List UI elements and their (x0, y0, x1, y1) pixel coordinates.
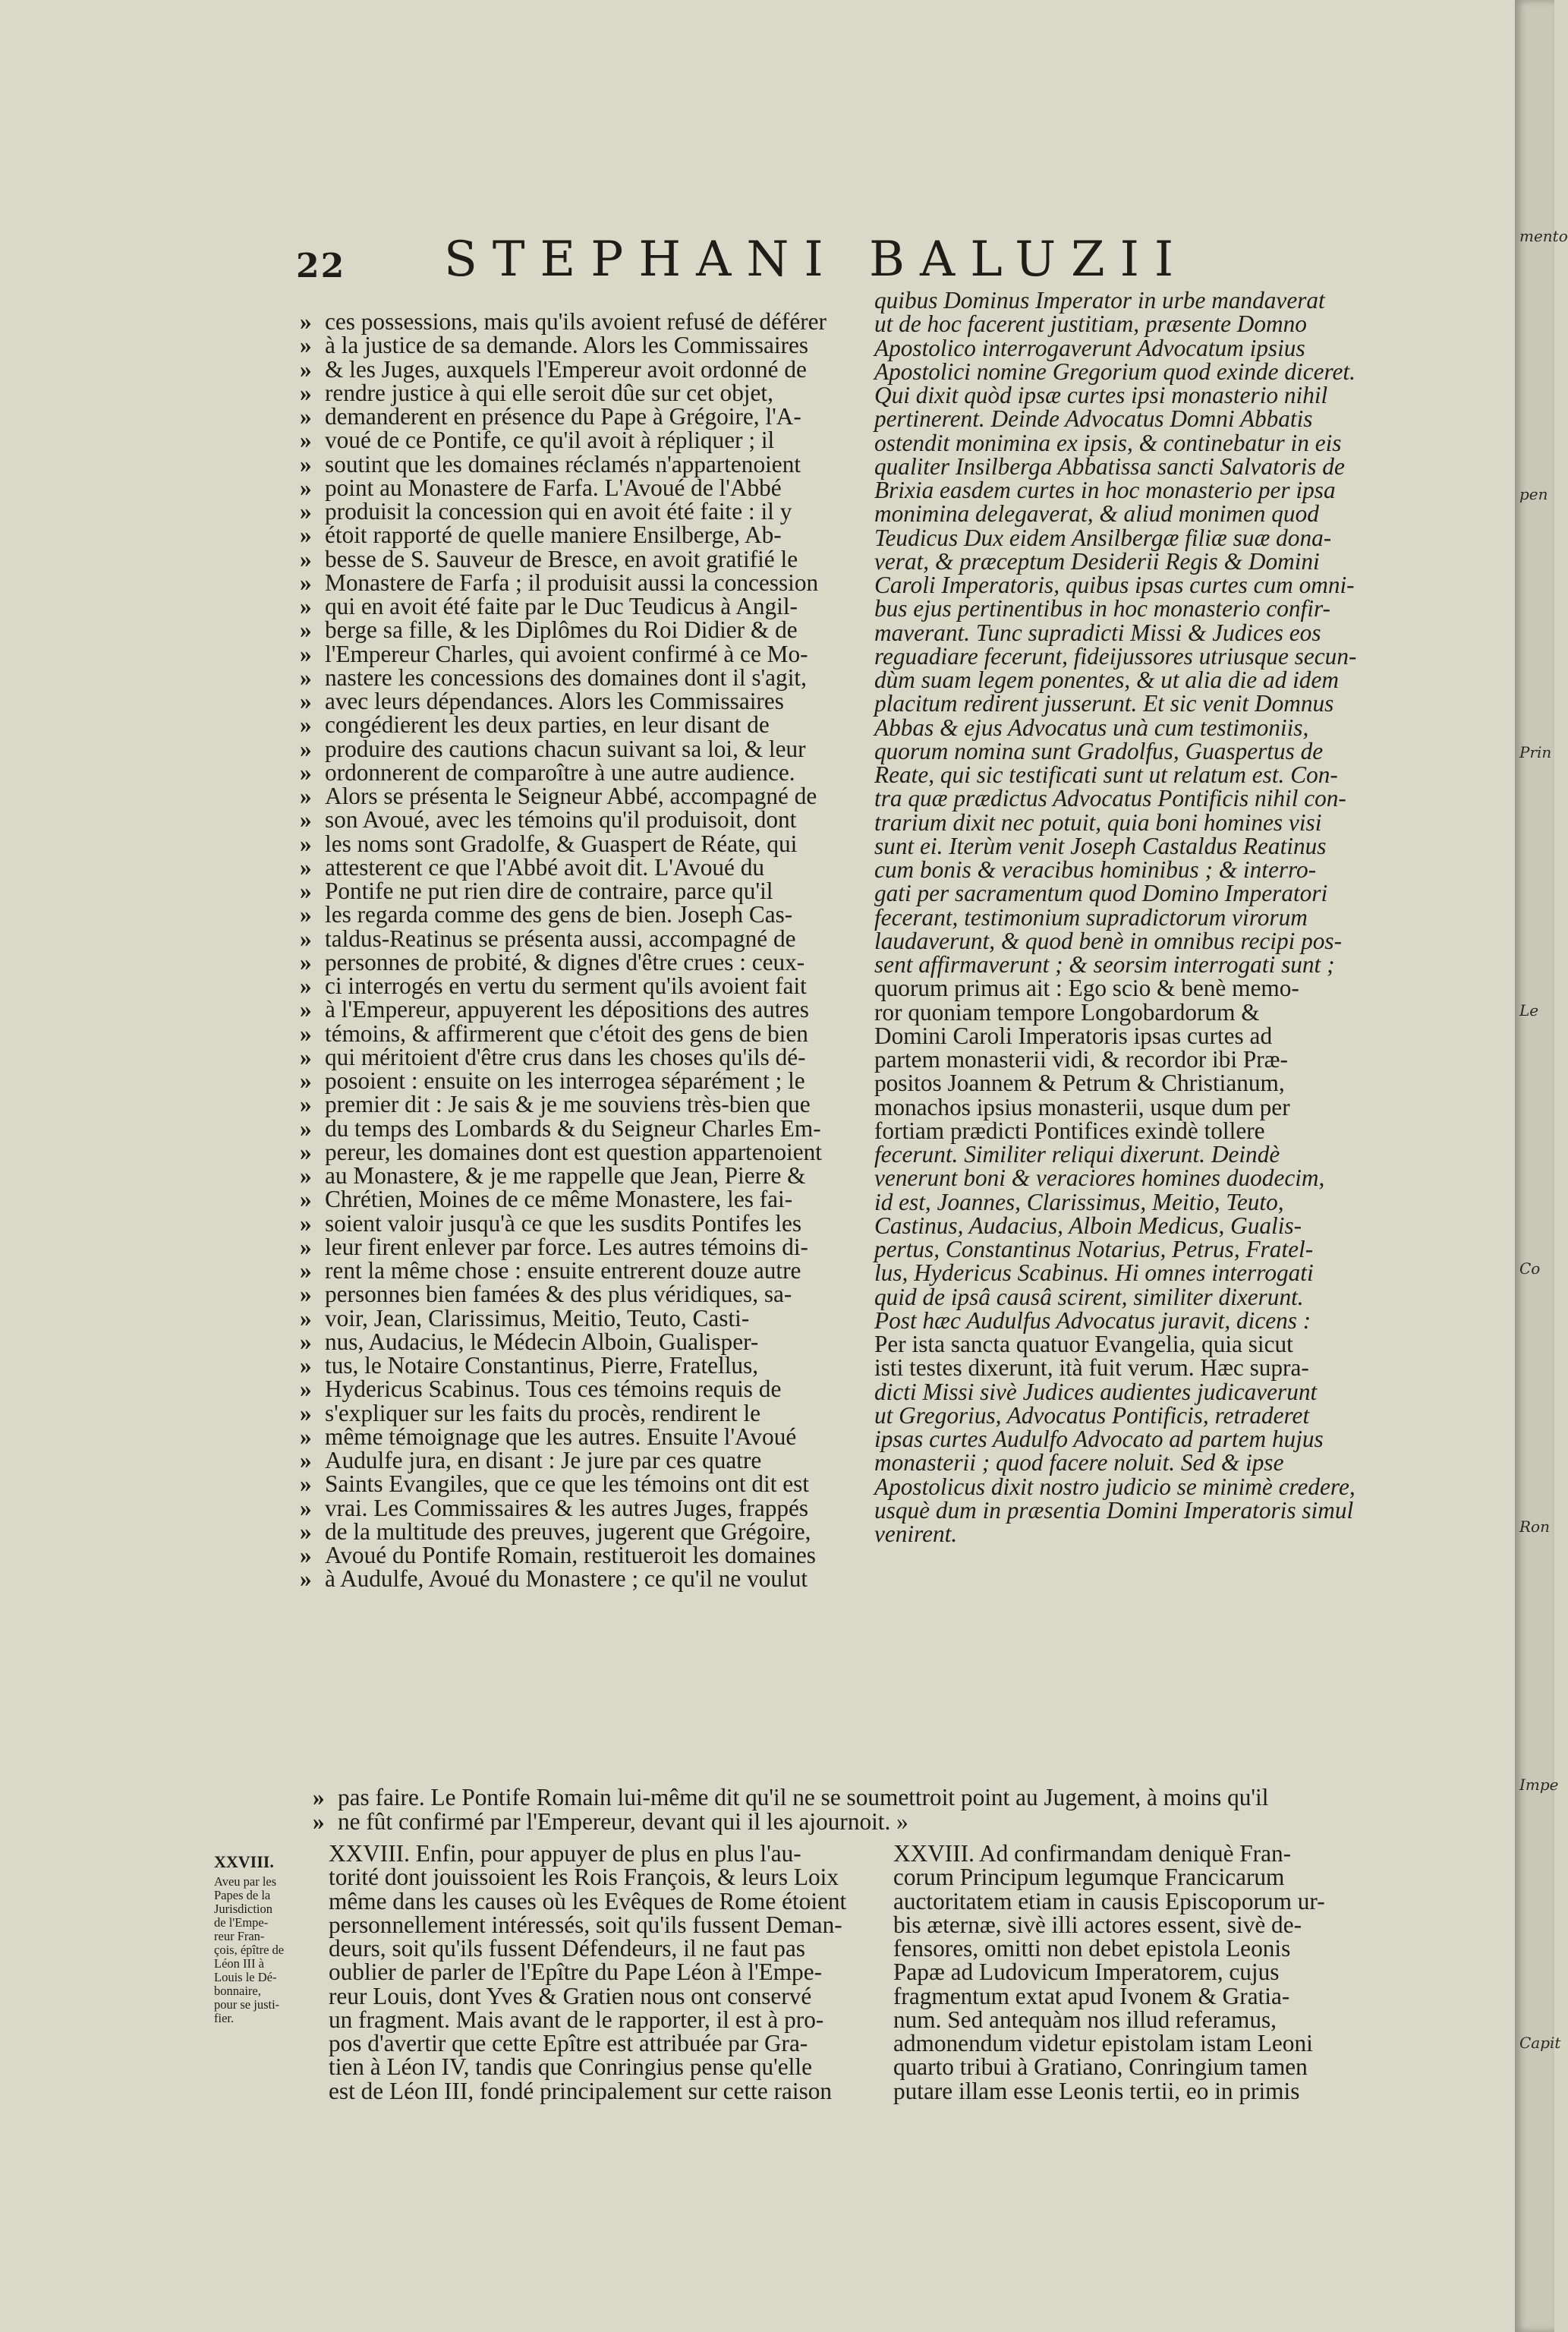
quote-mark: » (300, 450, 312, 477)
latin-line: dicti Missi sivè Judices audientes judicaverunt (874, 1378, 1318, 1405)
french-line: » rendre justice à qui elle seroit dûe sur cet objet, (300, 379, 773, 406)
quote-mark: » (300, 735, 312, 762)
latin-line: dùm suam legem ponentes, & ut alia die ad idem (874, 667, 1339, 693)
quote-mark: » (300, 593, 312, 619)
section-latin (893, 1842, 1394, 2103)
quote-mark: » (300, 1494, 312, 1521)
section-french-line: est de Léon III, fondé principalement sur cette raison (329, 2077, 833, 2104)
section-french-line: pos d'avertir que cette Epître est attribuée par Gra- (329, 2030, 808, 2056)
quote-mark: » (300, 1019, 312, 1047)
latin-line: positos Joannem & Petrum & Christianum, (874, 1070, 1285, 1097)
french-line: » ces possessions, mais qu'ils avoient refusé de déférer (300, 308, 827, 335)
french-line: » Hydericus Scabinus. Tous ces témoins requis de (300, 1376, 782, 1403)
latin-line: fecerunt. Similiter reliqui dixerunt. Deindè (874, 1141, 1280, 1168)
latin-line: fecerant, testimonium supradictorum virorum (874, 903, 1308, 931)
quote-mark: » (300, 403, 312, 430)
margin-note-line: de l'Empe- (214, 1915, 269, 1930)
running-title: STEPHANI BALUZII (444, 232, 1189, 288)
quote-mark: » (300, 711, 312, 739)
adjacent-page-edge (1515, 0, 1568, 2332)
latin-line: verat, & præceptum Desiderii Regis & Domini (874, 547, 1320, 575)
french-line: » nus, Audacius, le Médecin Alboin, Gualisper- (300, 1328, 759, 1355)
latin-line: Apostolico interrogaverunt Advocatum ipsius (874, 334, 1305, 361)
latin-line: pertinerent. Deinde Advocatus Domni Abbatis (874, 405, 1313, 433)
quote-mark: » (300, 878, 312, 904)
french-line: » berge sa fille, & les Diplômes du Roi Didier & de (300, 616, 798, 644)
quote-mark: » (300, 1470, 312, 1498)
quote-mark: » (300, 783, 312, 809)
latin-line: ipsas curtes Audulfo Advocato ad partem hujus (874, 1426, 1324, 1452)
latin-line: maverant. Tunc supradicti Missi & Judices eos (874, 619, 1321, 646)
quote-mark: » (300, 1043, 312, 1070)
french-line: » nastere les concessions des domaines dont il s'agit, (300, 663, 807, 691)
margin-note-number: XXVIII. (214, 1852, 274, 1871)
section-latin-line: XXVIII. Ad confirmandam deniquè Fran- (893, 1840, 1292, 1867)
latin-line: Apostolicus dixit nostro judicio se minimè credere, (874, 1473, 1355, 1500)
latin-line: lus, Hydericus Scabinus. Hi omnes interrogati (874, 1259, 1314, 1287)
section-latin-line: corum Principum legumque Francicarum (893, 1864, 1285, 1891)
quote-mark: » (300, 996, 312, 1023)
french-line: » voir, Jean, Clarissimus, Meitio, Teuto, Casti- (300, 1304, 750, 1331)
section-french (329, 1842, 860, 2103)
latin-line: Abbas & ejus Advocatus unà cum testimoniis, (874, 714, 1309, 741)
latin-line: ut Gregorius, Advocatus Pontificis, retraderet (874, 1401, 1310, 1429)
latin-line: venerunt boni & veraciores homines duodecim, (874, 1164, 1325, 1192)
quote-mark: » (300, 1328, 312, 1355)
section-latin-line: auctoritatem etiam in causis Episcoporum ur- (893, 1887, 1325, 1914)
french-line: » à la justice de sa demande. Alors les Commissaires (300, 332, 809, 359)
quote-mark: » (300, 1542, 312, 1568)
latin-line: Per ista sancta quatuor Evangelia, quia sicut (874, 1331, 1293, 1357)
quote-mark: » (300, 569, 312, 596)
section-latin-line: Papæ ad Ludovicum Imperatorem, cujus (893, 1959, 1280, 1986)
margin-note-line: Léon III à (214, 1956, 264, 1971)
section-french-line: personnellement intéressés, soit qu'ils fussent Deman- (329, 1911, 842, 1938)
french-line: » témoins, & affirmerent que c'étoit des gens de bien (300, 1019, 808, 1047)
latin-line: isti testes dixerunt, ità fuit verum. Hæc supra- (874, 1354, 1309, 1382)
section-latin-line: putare illam esse Leonis tertii, eo in primis (893, 2077, 1300, 2104)
quote-mark: » (300, 1233, 312, 1260)
french-line: » Saints Evangiles, que ce que les témoins ont dit est (300, 1470, 809, 1498)
section-latin-line: num. Sed antequàm nos illud referamus, (893, 2006, 1277, 2033)
french-line: » premier dit : Je sais & je me souviens très-bien que (300, 1091, 811, 1118)
quote-mark: » (300, 1352, 312, 1379)
section-french-line: même dans les causes où les Evêques de Rome étoient (329, 1887, 847, 1914)
french-line: » à Audulfe, Avoué du Monastere ; ce qu'il ne voulut (300, 1565, 808, 1593)
latin-line: Castinus, Audacius, Alboin Medicus, Gualis- (874, 1212, 1302, 1239)
section-latin-line: fensores, omitti non debet epistola Leonis (893, 1935, 1291, 1962)
french-line: » Pontife ne put rien dire de contraire, parce qu'il (300, 878, 773, 904)
french-line: » qui en avoit été faite par le Duc Teudicus à Angil- (300, 593, 798, 619)
french-line: » ordonnerent de comparoître à une autre audience. (300, 758, 795, 786)
quote-mark: » (300, 1399, 312, 1426)
quote-mark: » (300, 308, 312, 335)
quote-mark: » (300, 1067, 312, 1094)
french-line: » s'expliquer sur les faits du procès, rendirent le (300, 1399, 761, 1426)
latin-line: reguadiare fecerunt, fideijussores utriusque secun- (874, 642, 1357, 670)
quote-mark: » (300, 1091, 312, 1118)
section-french-line: tien à Léon IV, tandis que Conringius pense qu'elle (329, 2053, 812, 2081)
latin-line: placitum redirent jusserunt. Et sic venit Domnus (874, 690, 1334, 717)
latin-line: quid de ipsâ causâ scirent, similiter dixerunt. (874, 1283, 1304, 1310)
quote-mark: » (300, 1114, 312, 1142)
latin-line: trarium dixit nec potuit, quia boni homines visi (874, 808, 1322, 836)
latin-column (874, 288, 1395, 1546)
french-line: » pereur, les domaines dont est question appartenoient (300, 1138, 822, 1165)
quote-mark: » (300, 474, 312, 501)
french-line: » soutint que les domaines réclamés n'appartenoient (300, 450, 801, 477)
french-line: » Alors se présenta le Seigneur Abbé, accompagné de (300, 783, 817, 809)
latin-line: cum bonis & veracibus hominibus ; & interro- (874, 856, 1317, 883)
quote-mark: » (300, 1186, 312, 1213)
latin-line: usquè dum in præsentia Domini Imperatoris simul (874, 1496, 1354, 1524)
french-line: » produire des cautions chacun suivant sa loi, & leur (300, 735, 806, 762)
french-line: » rent la même chose : ensuite entrerent douze autre (300, 1257, 801, 1284)
quote-mark: » (300, 427, 312, 454)
french-line: » posoient : ensuite on les interrogea séparément ; le (300, 1067, 805, 1094)
margin-note-line: reur Fran- (214, 1929, 265, 1943)
french-line: » même témoignage que les autres. Ensuite l'Avoué (300, 1423, 797, 1450)
french-line: » son Avoué, avec les témoins qu'il produisoit, dont (300, 806, 797, 834)
french-line: » les noms sont Gradolfe, & Guaspert de Réate, qui (300, 830, 798, 857)
quote-mark: » (300, 948, 312, 975)
quote-mark: » (300, 1281, 312, 1308)
french-line: » & les Juges, auxquels l'Empereur avoit ordonné de (300, 355, 807, 383)
adjacent-page-fragment: pen (1519, 485, 1548, 503)
french-line: » besse de S. Sauveur de Bresce, en avoit gratifié le (300, 545, 798, 572)
latin-line: Post hæc Audulfus Advocatus juravit, dicens : (874, 1306, 1311, 1334)
section-french-line: torité dont jouissoient les Rois François, & leurs Loix (329, 1864, 839, 1891)
adjacent-page-fragment: mento (1519, 227, 1568, 245)
latin-line: ut de hoc facerent justitiam, præsente Domno (874, 310, 1307, 338)
latin-line: qualiter Insilberga Abbatissa sancti Salvatoris de (874, 452, 1345, 480)
section-latin-line: quarto tribui à Gratiano, Conringium tamen (893, 2053, 1308, 2081)
adjacent-page-fragment: Capit (1519, 2034, 1561, 2052)
full-width-text (313, 1785, 1398, 1834)
margin-note-line: Papes de la (214, 1888, 271, 1902)
margin-note-line: fier. (214, 2011, 235, 2025)
latin-line: id est, Joannes, Clarissimus, Meitio, Teuto, (874, 1188, 1284, 1215)
quote-mark: » (300, 972, 312, 999)
french-line: » voué de ce Pontife, ce qu'il avoit à répliquer ; il (300, 427, 775, 454)
french-line: » congédierent les deux parties, en leur disant de (300, 711, 770, 739)
french-line: » personnes bien famées & des plus véridiques, sa- (300, 1281, 792, 1308)
quote-mark: » (300, 332, 312, 359)
quote-mark: » (300, 901, 312, 928)
latin-line: Domini Caroli Imperatoris ipsas curtes ad (874, 1022, 1273, 1049)
adjacent-page-fragment: Prin (1519, 743, 1552, 761)
french-line: » étoit rapporté de quelle maniere Ensilberge, Ab- (300, 522, 782, 549)
adjacent-page-fragment: Co (1519, 1259, 1541, 1278)
french-line: » attesterent ce que l'Abbé avoit dit. L'Avoué du (300, 853, 765, 881)
french-line: » vrai. Les Commissaires & les autres Juges, frappés (300, 1494, 809, 1521)
french-line: » avec leurs dépendances. Alors les Commissaires (300, 688, 784, 714)
latin-line: ostendit monimina ex ipsis, & continebatur in eis (874, 429, 1342, 456)
french-line: » soient valoir jusqu'à ce que les susdits Pontifes les (300, 1209, 802, 1237)
french-line: » point au Monastere de Farfa. L'Avoué de l'Abbé (300, 474, 782, 501)
latin-line: Brixia easdem curtes in hoc monasterio per ipsa (874, 477, 1336, 503)
french-line: » produisit la concession qui en avoit été faite : il y (300, 498, 792, 525)
latin-line: monachos ipsius monasterii, usque dum per (874, 1093, 1290, 1120)
latin-line: Reate, qui sic testificati sunt ut relatum est. Con- (874, 761, 1338, 788)
margin-note-line: Louis le Dé- (214, 1970, 277, 1984)
section-latin-line: admonendum videtur epistolam istam Leoni (893, 2030, 1313, 2056)
margin-note-line: Jurisdiction (214, 1902, 272, 1916)
quote-mark: » (300, 830, 312, 857)
quote-mark: » (300, 1376, 312, 1403)
section-latin-line: bis æternæ, sivè illi actores essent, sivè de- (893, 1911, 1302, 1938)
french-line: » Avoué du Pontife Romain, restitueroit les domaines (300, 1542, 816, 1568)
latin-line: Apostolici nomine Gregorium quod exinde diceret. (874, 358, 1355, 385)
latin-line: laudaverunt, & quod benè in omnibus recipi pos- (874, 927, 1343, 954)
quote-mark: » (300, 1138, 312, 1165)
quote-mark: » (300, 355, 312, 383)
latin-line: partem monasterii vidi, & recordor ibi Præ- (874, 1046, 1288, 1073)
latin-line: venirent. (874, 1521, 958, 1547)
french-line: » Chrétien, Moines de ce même Monastere, les fai- (300, 1186, 793, 1213)
adjacent-page-fragment: Ron (1519, 1517, 1550, 1536)
french-column (300, 310, 861, 1591)
french-line: » Audulfe jura, en disant : Je jure par ces quatre (300, 1447, 762, 1473)
french-line: » les regarda comme des gens de bien. Joseph Cas- (300, 901, 793, 928)
latin-line: quorum nomina sunt Gradolfus, Guaspertus de (874, 737, 1324, 764)
full-width-line: » ne fût confirmé par l'Empereur, devant qui il les ajournoit. » (313, 1808, 908, 1835)
latin-line: Caroli Imperatoris, quibus ipsas curtes cum omni- (874, 572, 1355, 598)
quote-mark: » (300, 1517, 312, 1545)
french-line: » Monastere de Farfa ; il produisit aussi la concession (300, 569, 819, 596)
adjacent-page-fragment: Impe (1519, 1776, 1559, 1794)
quote-mark: » (300, 853, 312, 881)
quote-mark: » (300, 640, 312, 667)
quote-mark: » (300, 522, 312, 549)
margin-note-line: pour se justi- (214, 1997, 280, 2012)
latin-line: sunt ei. Iterùm venit Joseph Castaldus Reatinus (874, 832, 1327, 859)
latin-line: fortiam prædicti Pontifices exindè tollere (874, 1117, 1265, 1144)
section-french-line: XXVIII. Enfin, pour appuyer de plus en plus l'au- (329, 1840, 801, 1867)
page-header (296, 224, 1389, 288)
quote-mark: » (300, 688, 312, 714)
french-line: » qui méritoient d'être crus dans les choses qu'ils dé- (300, 1043, 806, 1070)
quote-mark: » (300, 1209, 312, 1237)
quote-mark: » (300, 925, 312, 952)
quote-mark: » (300, 1565, 312, 1593)
latin-line: quorum primus ait : Ego scio & benè memo- (874, 975, 1299, 1002)
latin-line: tra quæ prædictus Advocatus Pontificis nihil con- (874, 785, 1346, 812)
latin-line: monasterii ; quod facere noluit. Sed & ipse (874, 1449, 1284, 1476)
quote-mark: » (300, 616, 312, 644)
margin-note-line: çois, épître de (214, 1943, 285, 1957)
french-line: » leur firent enlever par force. Les autres témoins di- (300, 1233, 808, 1260)
french-line: » demanderent en présence du Pape à Grégoire, l'A- (300, 403, 801, 430)
quote-mark: » (300, 1162, 312, 1189)
french-line: » l'Empereur Charles, qui avoient confirmé à ce Mo- (300, 640, 808, 667)
quote-mark: » (300, 806, 312, 834)
margin-note (214, 1852, 304, 2025)
section-french-line: deurs, soit qu'ils fussent Défendeurs, il ne faut pas (329, 1935, 805, 1962)
french-line: » à l'Empereur, appuyerent les dépositions des autres (300, 996, 809, 1023)
quote-mark: » (300, 758, 312, 786)
quote-mark: » (313, 1808, 325, 1835)
latin-line: pertus, Constantinus Notarius, Petrus, Fratel- (874, 1236, 1314, 1262)
quote-mark: » (300, 1257, 312, 1284)
quote-mark: » (300, 379, 312, 406)
latin-line: Teudicus Dux eidem Ansilbergæ filiæ suæ dona- (874, 524, 1332, 551)
page-number: 22 (296, 247, 346, 285)
quote-mark: » (300, 1304, 312, 1331)
quote-mark: » (300, 498, 312, 525)
latin-line: quibus Dominus Imperator in urbe mandaverat (874, 287, 1325, 314)
adjacent-page-fragment: Le (1519, 1001, 1539, 1019)
latin-line: bus ejus pertinentibus in hoc monasterio confir- (874, 595, 1330, 622)
quote-mark: » (300, 663, 312, 691)
quote-mark: » (300, 545, 312, 572)
quote-mark: » (313, 1784, 325, 1810)
french-line: » de la multitude des preuves, jugerent que Grégoire, (300, 1517, 811, 1545)
quote-mark: » (300, 1447, 312, 1473)
latin-line: monimina delegaverat, & aliud monimen quod (874, 500, 1319, 528)
french-line: » tus, le Notaire Constantinus, Pierre, Fratellus, (300, 1352, 759, 1379)
latin-line: gati per sacramentum quod Domino Imperatori (874, 880, 1328, 907)
french-line: » ci interrogés en vertu du serment qu'ils avoient fait (300, 972, 807, 999)
margin-note-line: Aveu par les (214, 1874, 277, 1889)
latin-line: ror quoniam tempore Longobardorum & (874, 998, 1260, 1026)
latin-line: Qui dixit quòd ipsæ curtes ipsi monasterio nihil (874, 382, 1328, 408)
section-french-line: un fragment. Mais avant de le rapporter, il est à pro- (329, 2006, 824, 2033)
french-line: » du temps des Lombards & du Seigneur Charles Em- (300, 1114, 821, 1142)
full-width-line: » pas faire. Le Pontife Romain lui-même dit qu'il ne se soumettroit point au Jugement, à moins qu'il (313, 1784, 1269, 1810)
latin-line: sent affirmaverunt ; & seorsim interrogati sunt ; (874, 951, 1335, 978)
margin-note-line: bonnaire, (214, 1984, 261, 1998)
french-line: » personnes de probité, & dignes d'être crues : ceux- (300, 948, 805, 975)
section-french-line: oublier de parler de l'Epître du Pape Léon à l'Empe- (329, 1959, 823, 1986)
quote-mark: » (300, 1423, 312, 1450)
french-line: » taldus-Reatinus se présenta aussi, accompagné de (300, 925, 796, 952)
french-line: » au Monastere, & je me rappelle que Jean, Pierre & (300, 1162, 806, 1189)
section-french-line: reur Louis, dont Yves & Gratien nous ont conservé (329, 1982, 812, 2009)
section-latin-line: fragmentum extat apud Ivonem & Gratia- (893, 1982, 1290, 2009)
